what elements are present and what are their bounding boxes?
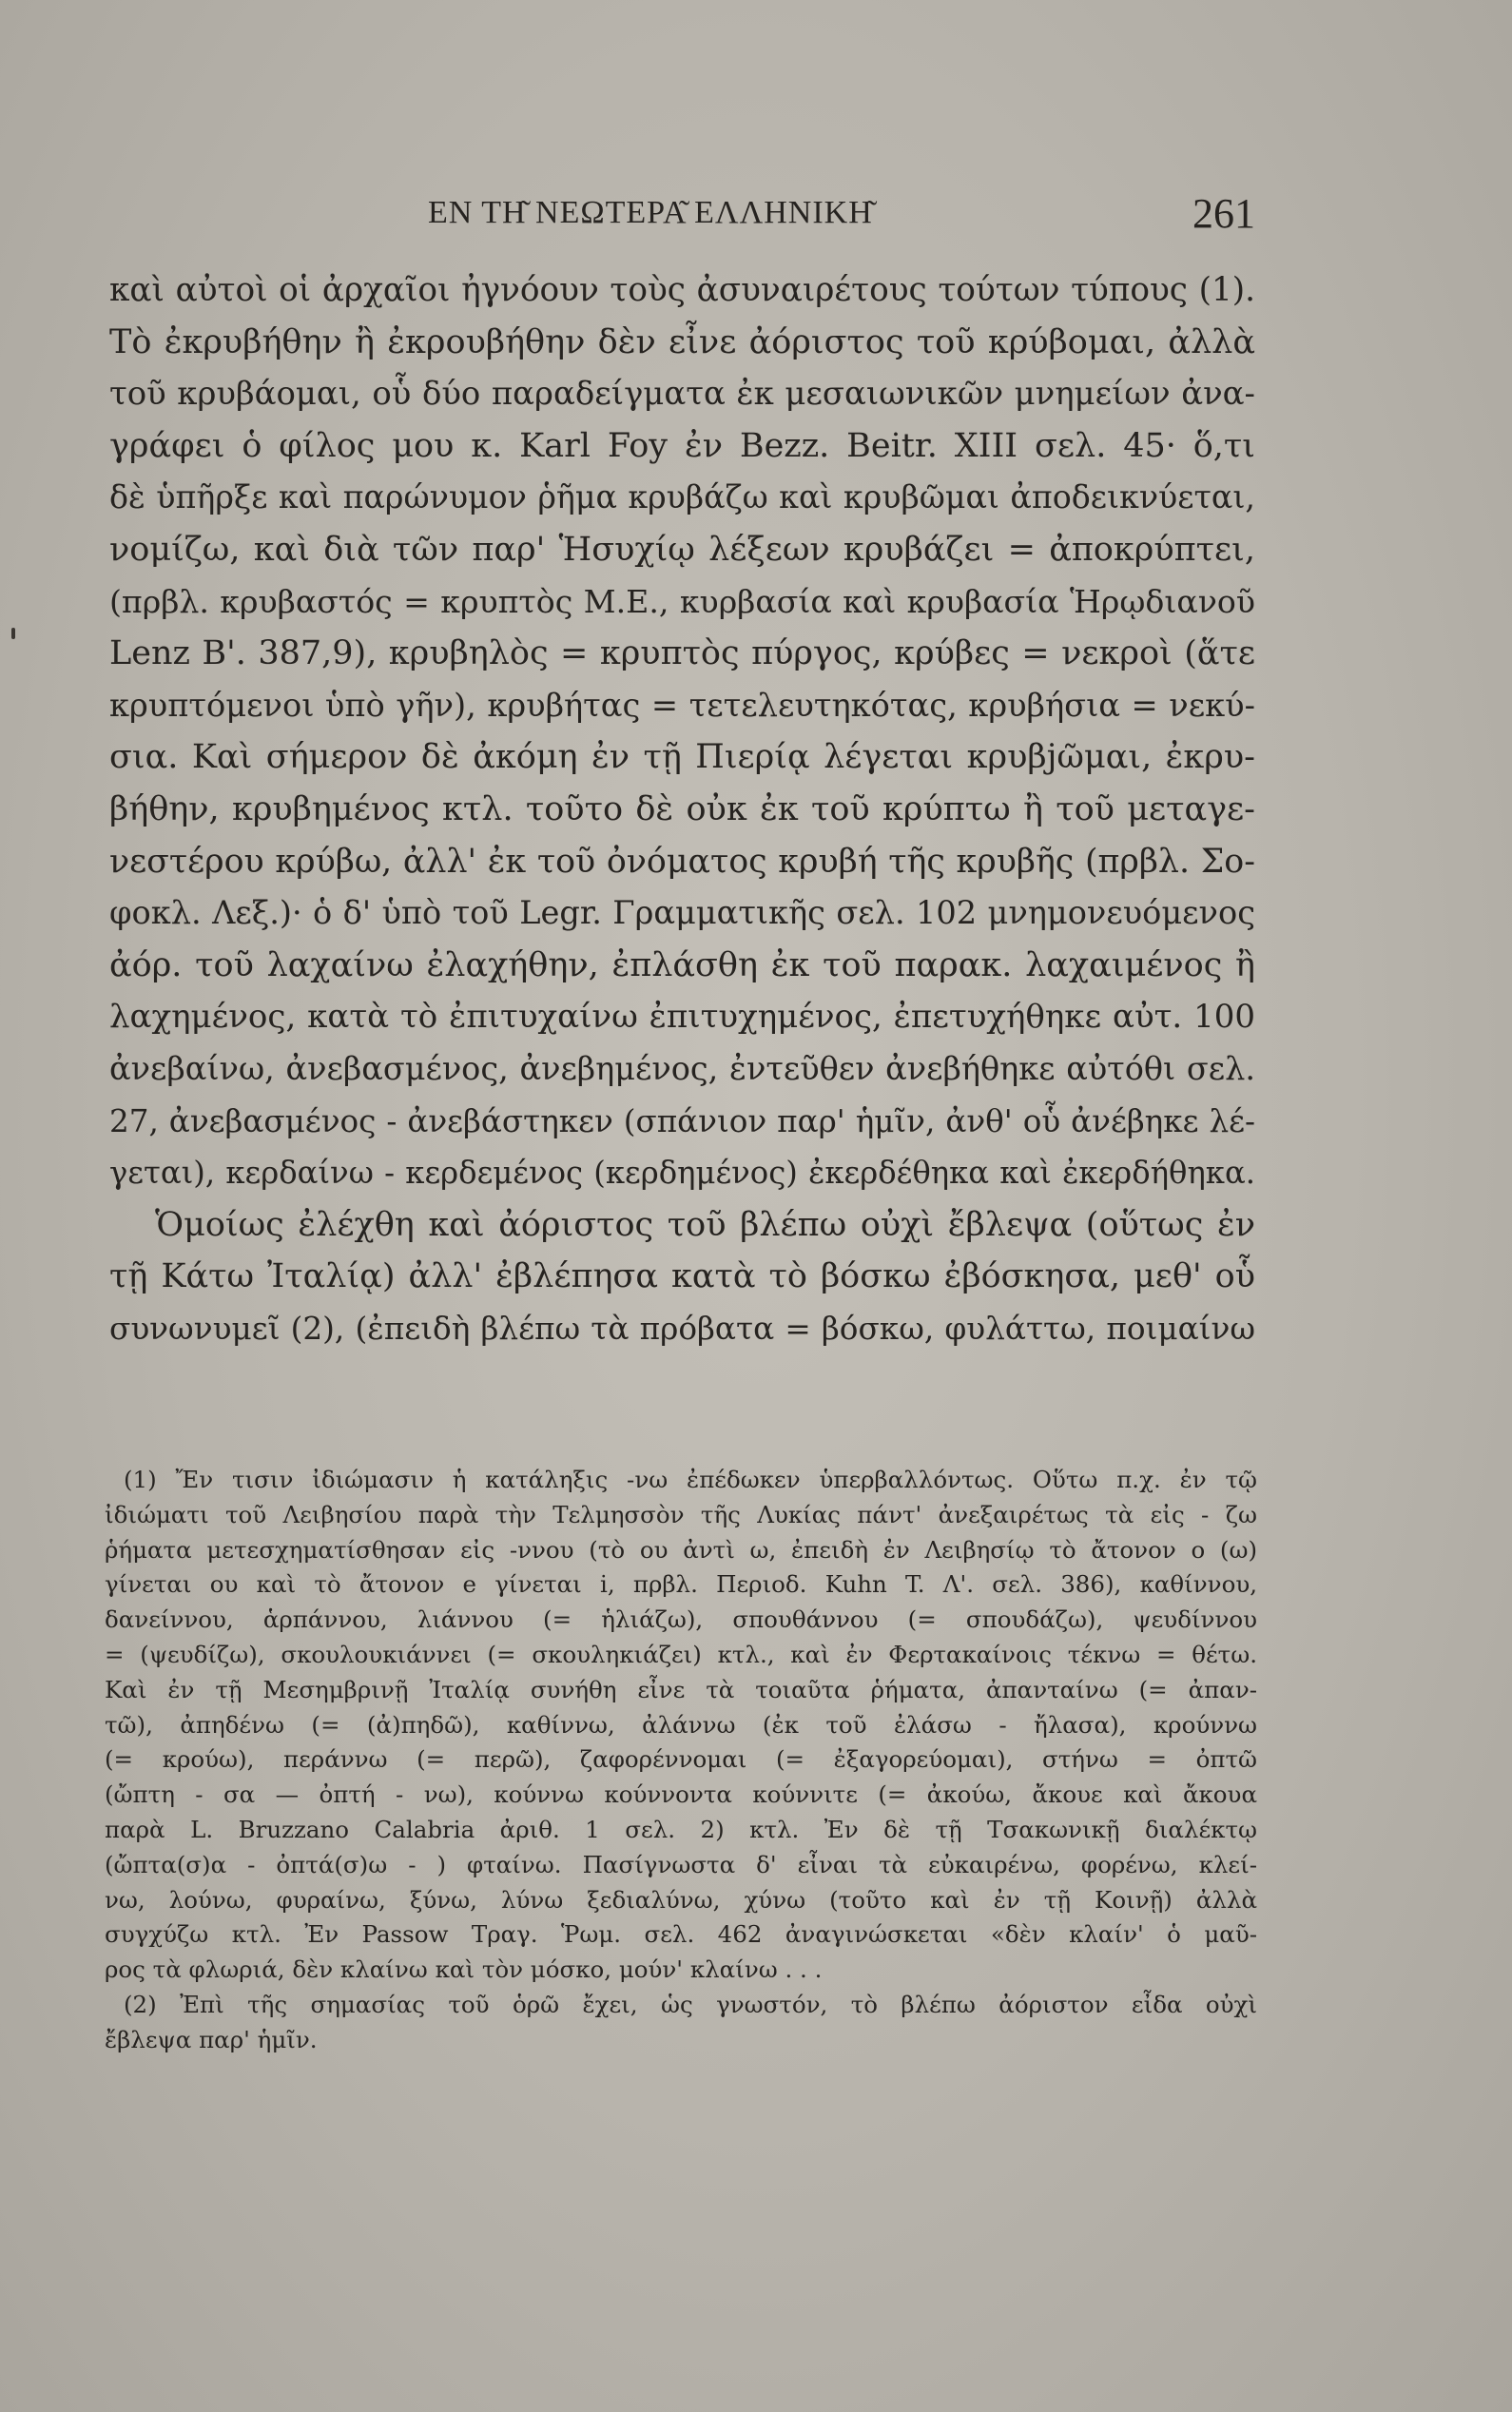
text-line: γράφει ὁ φίλος μου κ. Karl Foy ἐν Bezz. Beitr. XIII σελ. 45· ὅ,τι (109, 426, 1255, 465)
footnote-line: Καὶ ἐν τῇ Μεσημβρινῇ Ἰταλίᾳ συνήθη εἶνε τὰ τοιαῦτα ῥήματα, ἀπανταίνω (= ἀπαν- (105, 1675, 1257, 1703)
text-line: σια. Καὶ σήμερον δὲ ἀκόμη ἐν τῇ Πιερίᾳ λέγεται κρυβjῶμαι, ἐκρυ- (109, 738, 1255, 777)
text-line: τοῦ κρυβάομαι, οὗ δύο παραδείγματα ἐκ μεσαιωνικῶν μνημείων ἀνα- (109, 375, 1255, 413)
footnote-line: ῥήματα μετεσχηματίσθησαν εἰς -ννου (τὸ ου ἀντὶ ω, ἐπειδὴ ἐν Λειβησίῳ τὸ ἄτονον ο (ω) (105, 1535, 1257, 1564)
footnote-line: = (ψευδίζω), σκουλουκιάννει (= σκουληκιάζει) κτλ., καὶ ἐν Φερτακαίνοις τέκνω = θέτω. (105, 1640, 1257, 1668)
footnote-line: (= κρούω), περάννω (= περῶ), ζαφορέννομαι (= ἐξαγορεύομαι), στήνω = ὀπτῶ (105, 1745, 1257, 1774)
text-line: νεστέρου κρύβω, ἀλλ' ἐκ τοῦ ὀνόματος κρυβή τῆς κρυβῆς (πρβλ. Σο- (109, 842, 1255, 881)
text-line: 27, ἀνεβασμένος - ἀνεβάστηκεν (σπάνιον παρ' ἡμῖν, ἀνθ' οὗ ἀνέβηκε λέ- (109, 1102, 1255, 1139)
text-line: κρυπτόμενοι ὑπὸ γῆν), κρυβήτας = τετελευτηκότας, κρυβήσια = νεκύ- (109, 686, 1255, 724)
text-line: λαχημένος, κατὰ τὸ ἐπιτυχαίνω ἐπιτυχημένος, ἐπετυχήθηκε αὐτ. 100 (109, 998, 1255, 1037)
text-line: ἀνεβαίνω, ἀνεβασμένος, ἀνεβημένος, ἐντεῦθεν ἀνεβήθηκε αὐτόθι σελ. (109, 1049, 1255, 1087)
text-line: συνωνυμεῖ (2), (ἐπειδὴ βλέπω τὰ πρόβατα = βόσκω, φυλάττω, ποιμαίνω (109, 1310, 1255, 1347)
text-line: ἀόρ. τοῦ λαχαίνω ἐλαχήθην, ἐπλάσθη ἐκ τοῦ παρακ. λαχαιμένος ἢ (109, 945, 1255, 984)
footnote-line: (ὤπτη - σα — ὀπτή - νω), κούννω κούννοντα κούννιτε (= ἀκούω, ἄκουε καὶ ἄκουα (105, 1780, 1257, 1809)
footnote-line: (1) Ἔν τισιν ἰδιώμασιν ἡ κατάληξις -νω ἐπέδωκεν ὑπερβαλλόντως. Οὕτω π.χ. ἐν τῷ (124, 1466, 1257, 1493)
footnote-line: ἔβλεψα παρ' ἡμῖν. (105, 2025, 318, 2053)
text-line: νομίζω, καὶ διὰ τῶν παρ' Ἡσυχίῳ λέξεων κρυβάζει = ἀποκρύπτει, (109, 530, 1255, 569)
page-number: 261 (1192, 190, 1255, 237)
text-line: Lenz B'. 387,9), κρυβηλὸς = κρυπτὸς πύργος, κρύβες = νεκροὶ (ἅτε (109, 634, 1255, 673)
running-title: ΕΝ ΤΗ͂ ΝΕΩΤΕΡΑ͂ ΕΛΛΗΝΙΚΗ͂ (428, 195, 873, 230)
footnote-line: γίνεται ου καὶ τὸ ἄτονον e γίνεται i, πρβλ. Περιοδ. Kuhn T. Λ'. σελ. 386), καθίννου, (105, 1570, 1257, 1599)
gutter-mark (11, 628, 15, 639)
footnote-line: (2) Ἐπὶ τῆς σημασίας τοῦ ὁρῶ ἔχει, ὡς γνωστόν, τὸ βλέπω ἀόριστον εἶδα οὐχὶ (124, 1990, 1257, 2018)
footnote-line: παρὰ L. Bruzzano Calabria ἀριθ. 1 σελ. 2) κτλ. Ἐν δὲ τῇ Τσακωνικῇ διαλέκτῳ (105, 1815, 1257, 1843)
footnote-line: ρος τὰ φλωριά, δὲν κλαίνω καὶ τὸν μόσκο, μούν' κλαίνω . . . (105, 1955, 823, 1984)
text-line: Τὸ ἐκρυβήθην ἢ ἐκρουβήθην δὲν εἶνε ἀόριστος τοῦ κρύβομαι, ἀλλὰ (109, 322, 1255, 361)
footnote-line: ἰδιώματι τοῦ Λειβησίου παρὰ τὴν Τελμησσὸν τῆς Λυκίας πάντ' ἀνεξαιρέτως τὰ εἰς - ζω (105, 1500, 1257, 1528)
text-line: Ὁμοίως ἐλέχθη καὶ ἀόριστος τοῦ βλέπω οὐχὶ ἔβλεψα (οὕτως ἐν (155, 1205, 1255, 1244)
page-header (124, 190, 1255, 243)
text-line: καὶ αὐτοὶ οἱ ἀρχαῖοι ἠγνόουν τοὺς ἀσυναιρέτους τούτων τύπους (1). (109, 271, 1255, 309)
footnote-line: νω, λούνω, φυραίνω, ξύνω, λύνω ξεδιαλύνω, χύνω (τοῦτο καὶ ἐν τῇ Κοινῇ) ἀλλὰ (105, 1885, 1257, 1914)
footnotes (105, 1463, 1257, 2058)
text-line: γεται), κερδαίνω - κερδεμένος (κερδημένος) ἐκερδέθηκα καὶ ἐκερδήθηκα. (109, 1155, 1255, 1192)
footnote-line: δανείννου, ἁρπάννου, λιάννου (= ἡλιάζω), σπουθάννου (= σπουδάζω), ψευδίννου (105, 1605, 1257, 1634)
text-line: (πρβλ. κρυβαστός = κρυπτὸς Μ.Ε., κυρβασία καὶ κρυβασία Ἡρῳδιανοῦ (109, 582, 1255, 620)
text-line: βήθην, κρυβημένος κτλ. τοῦτο δὲ οὐκ ἐκ τοῦ κρύπτω ἢ τοῦ μεταγε- (109, 789, 1255, 828)
main-text (109, 264, 1255, 1354)
text-line: δὲ ὑπῆρξε καὶ παρώνυμον ῥῆμα κρυβάζω καὶ κρυβῶμαι ἀποδεικνύεται, (109, 478, 1255, 516)
footnote-line: (ὤπτα(σ)α - ὀπτά(σ)ω - ) φταίνω. Πασίγνωστα δ' εἶναι τὰ εὐκαιρένω, φορένω, κλεί- (105, 1850, 1257, 1878)
footnote-line: συγχύζω κτλ. Ἐν Passow Τραγ. Ῥωμ. σελ. 462 ἀναγινώσκεται «δὲν κλαίν' ὁ μαῦ- (105, 1920, 1257, 1949)
footnote-line: τῶ), ἀπηδένω (= (ἀ)πηδῶ), καθίννω, ἀλάννω (ἐκ τοῦ ἐλάσω - ἤλασα), κρούννω (105, 1710, 1257, 1739)
text-line: τῇ Κάτω Ἰταλίᾳ) ἀλλ' ἐβλέπησα κατὰ τὸ βόσκω ἐβόσκησα, μεθ' οὗ (109, 1257, 1255, 1296)
text-line: φοκλ. Λεξ.)· ὁ δ' ὑπὸ τοῦ Legr. Γραμματικῆς σελ. 102 μνημονευόμενος (109, 894, 1255, 932)
